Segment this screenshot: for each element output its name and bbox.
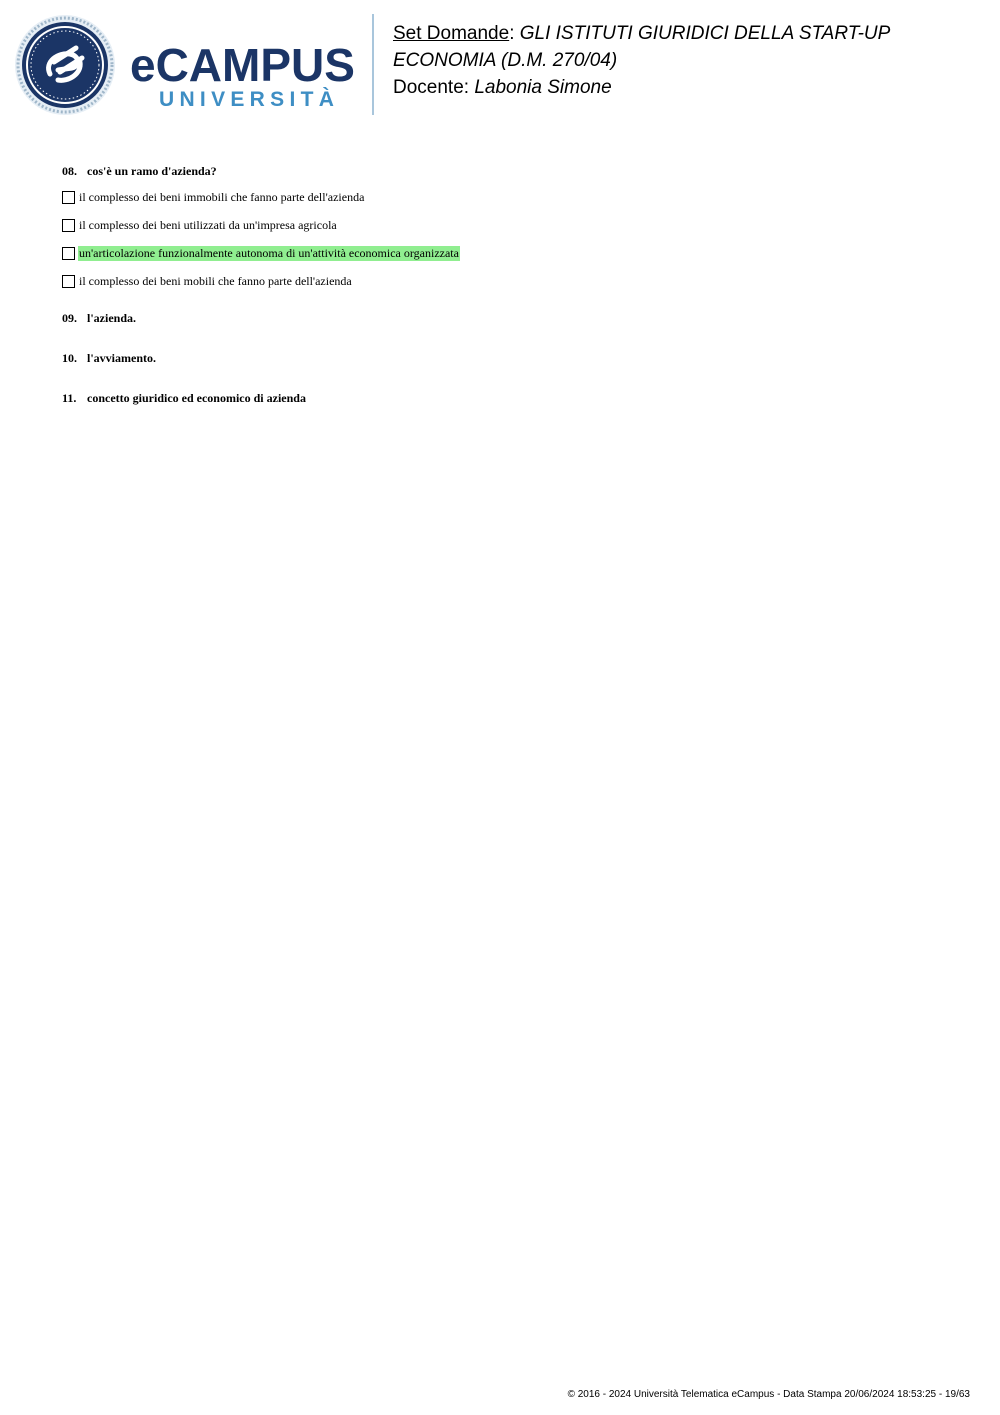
- teacher-name: Labonia Simone: [474, 77, 612, 98]
- question-10: [62, 350, 942, 366]
- page-header: [0, 0, 1000, 130]
- question-text: l'azienda.: [87, 311, 137, 325]
- question-list: [62, 158, 942, 406]
- header-info: [393, 20, 953, 101]
- question-number: 11.: [62, 391, 77, 405]
- teacher-line: [393, 74, 953, 101]
- question-number: 09.: [62, 311, 77, 325]
- answer-option[interactable]: [62, 217, 942, 234]
- page-footer: © 2016 - 2024 Università Telematica eCampus - Data Stampa 20/06/2024 18:53:25 - 19/63: [567, 1389, 970, 1400]
- question-11: [62, 390, 942, 406]
- answer-option[interactable]: [62, 273, 942, 290]
- set-colon: :: [509, 23, 515, 44]
- answer-option[interactable]: [62, 189, 942, 206]
- answer-text: il complesso dei beni mobili che fanno parte dell'azienda: [79, 274, 352, 288]
- ecampus-wordmark: eCAMPUS: [130, 39, 355, 91]
- question-text: l'avviamento.: [87, 351, 156, 365]
- checkbox[interactable]: [62, 275, 75, 288]
- question-09: [62, 310, 942, 326]
- set-label: Set Domande: [393, 23, 510, 44]
- header-divider: [372, 14, 374, 115]
- answer-option-correct[interactable]: [62, 245, 942, 262]
- checkbox[interactable]: [62, 191, 75, 204]
- question-text: concetto giuridico ed economico di azienda: [87, 391, 306, 405]
- question-08: [62, 163, 942, 179]
- question-number: 08.: [62, 164, 77, 178]
- course-title: GLI ISTITUTI GIURIDICI DELLA START-UP ECONOMIA (D.M. 270/04): [393, 23, 890, 71]
- answer-text-highlighted: un'articolazione funzionalmente autonoma di un'attività economica organizzata: [79, 246, 459, 260]
- university-seal-icon: [14, 14, 116, 116]
- answer-text: il complesso dei beni immobili che fanno parte dell'azienda: [79, 190, 365, 204]
- universita-wordmark: UNIVERSITÀ: [159, 88, 340, 111]
- answer-text: il complesso dei beni utilizzati da un'impresa agricola: [79, 218, 337, 232]
- set-line: [393, 20, 953, 74]
- question-number: 10.: [62, 351, 77, 365]
- checkbox[interactable]: [62, 219, 75, 232]
- answer-list: [62, 189, 942, 290]
- question-text: cos'è un ramo d'azienda?: [87, 164, 217, 178]
- teacher-label: Docente:: [393, 77, 470, 98]
- checkbox[interactable]: [62, 247, 75, 260]
